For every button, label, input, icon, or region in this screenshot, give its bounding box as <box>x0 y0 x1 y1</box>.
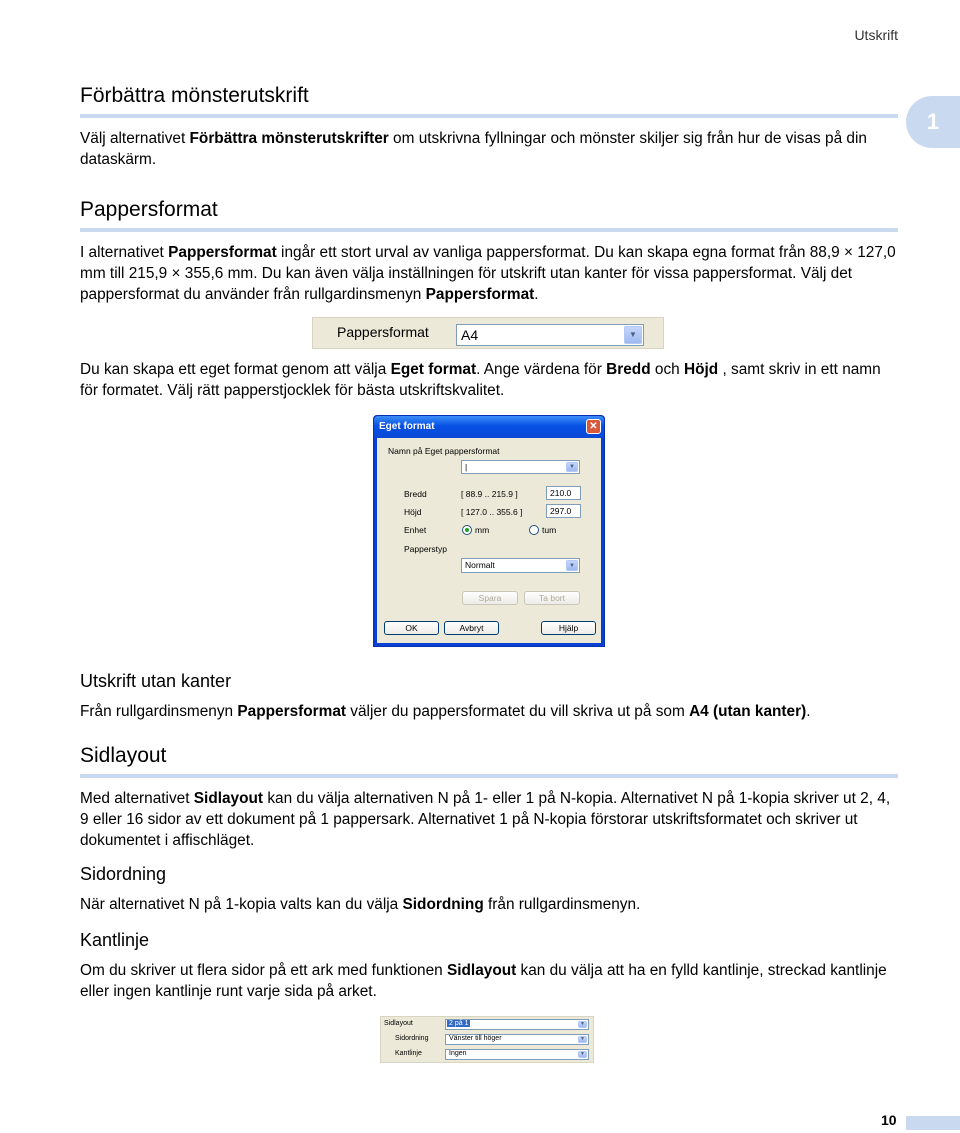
section-heading: Sidordning <box>80 864 167 884</box>
paper-type-dropdown[interactable] <box>461 558 580 573</box>
unit-label: Enhet <box>404 525 427 535</box>
section-heading: Sidlayout <box>80 744 167 767</box>
width-value: 210.0 <box>550 488 572 498</box>
paragraph <box>80 788 898 851</box>
section-heading: Utskrift utan kanter <box>80 671 232 691</box>
section-page-order <box>80 864 898 915</box>
delete-button[interactable]: Ta bort <box>524 591 580 605</box>
text: från rullgardinsmenyn. <box>483 896 641 913</box>
paragraph <box>80 359 898 401</box>
text: kan du välja alternativen N på 1- eller 1 på N-kopia. Alternativet N på 1-kopia skriver ut 2, 4, 9 eller 16 sidor av ett dokument på 1 pappersark. Alternativet 1 på N-kopia förstorar utskriftsformatet och skriver ut dokumentet i affischläget. <box>80 790 891 849</box>
unit-inch-label: tum <box>542 525 557 535</box>
section-heading: Kantlinje <box>80 930 150 950</box>
bold-term: Förbättra mönsterutskrifter <box>189 130 389 147</box>
text: . <box>806 703 811 720</box>
chevron-down-icon[interactable]: ▼ <box>578 1051 587 1058</box>
border-value: Ingen <box>449 1050 467 1057</box>
text: väljer du pappersformatet du vill skriva ut på som <box>346 703 690 720</box>
page-layout-screenshot <box>380 1016 594 1063</box>
bold-term: A4 (utan kanter) <box>689 703 807 720</box>
paragraph <box>80 701 898 722</box>
section-borderless <box>80 671 898 722</box>
width-label: Bredd <box>404 489 427 499</box>
ok-button[interactable]: OK <box>384 621 439 635</box>
text: Från rullgardinsmenyn <box>80 703 238 720</box>
order-value: Vänster till höger <box>449 1035 502 1042</box>
section-heading: Förbättra mönsterutskrift <box>80 84 309 107</box>
bold-term: Bredd <box>606 361 651 378</box>
chevron-down-icon[interactable]: ▼ <box>578 1021 587 1028</box>
unit-mm-radio[interactable] <box>462 525 472 535</box>
bold-term: Sidordning <box>402 896 484 913</box>
text: Om du skriver ut flera sidor på ett ark med funktionen <box>80 962 447 979</box>
bold-term: Pappersformat <box>168 244 277 261</box>
layout-value: 2 på 1 <box>449 1020 469 1027</box>
bold-term: Sidlayout <box>446 962 517 979</box>
chevron-down-icon[interactable]: ▼ <box>566 462 578 472</box>
unit-mm-label: mm <box>475 525 490 535</box>
bold-term: Pappersformat <box>237 703 347 720</box>
border-label: Kantlinje <box>395 1050 422 1057</box>
text: . <box>534 286 539 303</box>
running-header: Utskrift <box>854 27 898 43</box>
unit-inch-radio[interactable] <box>529 525 539 535</box>
paper-type-label: Papperstyp <box>404 544 447 554</box>
footer-bar <box>906 1116 960 1130</box>
bold-term: Eget format <box>390 361 477 378</box>
help-button[interactable]: Hjälp <box>541 621 596 635</box>
chevron-down-icon[interactable]: ▼ <box>624 326 642 344</box>
text: I alternativet <box>80 244 169 261</box>
text: och <box>650 361 684 378</box>
paragraph <box>80 242 898 305</box>
chapter-tab: 1 <box>906 96 960 148</box>
section-paper-size <box>80 198 898 305</box>
paragraph <box>80 960 898 1002</box>
close-icon[interactable]: ✕ <box>586 419 601 434</box>
paragraph <box>80 128 898 170</box>
paper-size-dropdown[interactable] <box>456 324 644 346</box>
name-value: | <box>465 462 468 472</box>
name-dropdown[interactable] <box>461 460 580 474</box>
dialog-body <box>377 438 601 643</box>
text: . Ange värdena för <box>476 361 607 378</box>
width-input[interactable] <box>546 486 581 500</box>
width-range: [ 88.9 .. 215.9 ] <box>461 489 518 499</box>
paper-size-screenshot <box>312 317 664 349</box>
section-heading: Pappersformat <box>80 198 218 221</box>
text: När alternativet N på 1-kopia valts kan du välja <box>80 896 403 913</box>
bold-term: Höjd <box>683 361 719 378</box>
paper-type-value: Normalt <box>465 560 495 570</box>
custom-format-dialog <box>373 415 605 647</box>
heading-rule <box>80 114 898 118</box>
text: Du kan skapa ett eget format genom att välja <box>80 361 391 378</box>
text: , samt skriv in ett namn för formatet. Välj rätt papperstjocklek för bästa utskriftskvalitet. <box>80 361 881 399</box>
section-pattern-print <box>80 84 898 170</box>
height-input[interactable] <box>546 504 581 518</box>
section-custom-format <box>80 359 898 401</box>
paper-size-label: Pappersformat <box>337 324 429 340</box>
text: kan du välja att ha en fylld kantlinje, streckad kantlinje eller ingen kantlinje runt varje sida på arket. <box>80 962 887 1000</box>
text: Välj alternativet <box>80 130 190 147</box>
save-button[interactable]: Spara <box>462 591 518 605</box>
paragraph <box>80 894 898 915</box>
dialog-titlebar <box>374 416 604 438</box>
cancel-button[interactable]: Avbryt <box>444 621 499 635</box>
bold-term: Pappersformat <box>425 286 535 303</box>
layout-label: Sidlayout <box>384 1020 413 1027</box>
border-dropdown[interactable] <box>445 1049 589 1060</box>
height-label: Höjd <box>404 507 422 517</box>
paper-size-value: A4 <box>461 327 479 343</box>
section-border-line <box>80 930 898 1002</box>
text: Med alternativet <box>80 790 194 807</box>
bold-term: Sidlayout <box>193 790 264 807</box>
height-value: 297.0 <box>550 506 572 516</box>
name-label: Namn på Eget pappersformat <box>388 446 500 456</box>
layout-dropdown[interactable] <box>445 1019 589 1030</box>
heading-rule <box>80 774 898 778</box>
order-dropdown[interactable] <box>445 1034 589 1045</box>
chevron-down-icon[interactable]: ▼ <box>578 1036 587 1043</box>
section-page-layout <box>80 744 898 851</box>
text: om utskrivna fyllningar och mönster skiljer sig från hur de visas på din dataskärm. <box>80 130 867 168</box>
height-range: [ 127.0 .. 355.6 ] <box>461 507 523 517</box>
order-label: Sidordning <box>395 1035 429 1042</box>
text: ingår ett stort urval av vanliga pappersformat. Du kan skapa egna format från 88,9 × 127,0 mm till 215,9 × 355,6 mm. Du kan även välja inställningen för utskrift utan kanter för vissa pappersformat. Välj det pappersformat du använder från rullgardinsmenyn <box>80 244 896 303</box>
chevron-down-icon[interactable]: ▼ <box>566 560 578 571</box>
dialog-title: Eget format <box>379 421 435 432</box>
page-number: 10 <box>881 1112 897 1128</box>
heading-rule <box>80 228 898 232</box>
